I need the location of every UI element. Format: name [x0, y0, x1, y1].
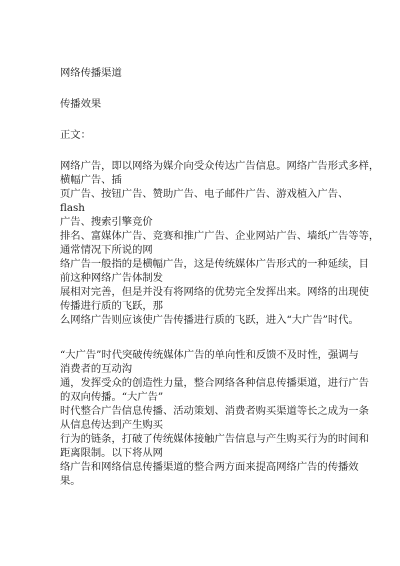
body-label-text: 正文：: [60, 129, 91, 141]
paragraph-line: 行为的链条，打破了传统媒体接触广告信息与产生购买行为的时间和: [60, 433, 369, 445]
paragraph-line: “大广告”时代突破传统媒体广告的单向性和反馈不及时性，强调与: [60, 349, 359, 361]
paragraph-line: 展相对完善，但是并没有将网络的优势完全发挥出来。网络的出现使: [60, 286, 369, 298]
paragraph-1: [60, 159, 380, 327]
paragraph-line: 网络广告，即以网络为媒介向受众传达广告信息。网络广告形式多样，: [60, 160, 380, 172]
paragraph-line: 页广告、按钮广告、赞助广告、电子邮件广告、游戏植入广告、: [60, 188, 349, 200]
paragraph-line: 么网络广告则应该使广告传播进行质的飞跃，进入“大广告”时代。: [60, 314, 359, 326]
paragraph-line: 通常情况下所说的网: [60, 244, 153, 256]
paragraph-line: 的双向传播。“大广告”: [60, 391, 164, 403]
paragraph-line: 络广告一般指的是横幅广告，这是传统媒体广告形式的一种延续，目: [60, 258, 369, 270]
subtitle-text: 传播效果: [60, 98, 102, 110]
paragraph-line: flash: [60, 202, 85, 214]
paragraph-line: 从信息传达到产生购买: [60, 419, 163, 431]
document-subtitle: [60, 97, 348, 111]
paragraph-line: 传播进行质的飞跃，那: [60, 300, 163, 312]
paragraph-line: 广告、搜索引擎竞价: [60, 216, 153, 228]
body-label: [60, 128, 348, 142]
paragraph-line: 果。: [60, 475, 81, 487]
paragraph-line: 络广告和网络信息传播渠道的整合两方面来提高网络广告的传播效: [60, 461, 359, 473]
paragraph-line: 排名、富媒体广告、竞赛和推广广告、企业网站广告、墙纸广告等等，: [60, 230, 380, 242]
paragraph-line: 前这种网络广告体制发: [60, 272, 163, 284]
title-text: 网络传播渠道: [60, 67, 122, 79]
paragraph-line: 距离限制。以下将从网: [60, 447, 163, 459]
paragraph-line: 时代整合广告信息传播、活动策划、消费者购买渠道等长之成为一条: [60, 405, 369, 417]
paragraph-line: 横幅广告、插: [60, 174, 122, 186]
paragraph-line: 通，发挥受众的创造性力量，整合网络各种信息传播渠道，进行广告: [60, 377, 369, 389]
document-title: [60, 66, 348, 80]
paragraph-line: 消费者的互动沟: [60, 363, 133, 375]
paragraph-2: [60, 348, 369, 488]
